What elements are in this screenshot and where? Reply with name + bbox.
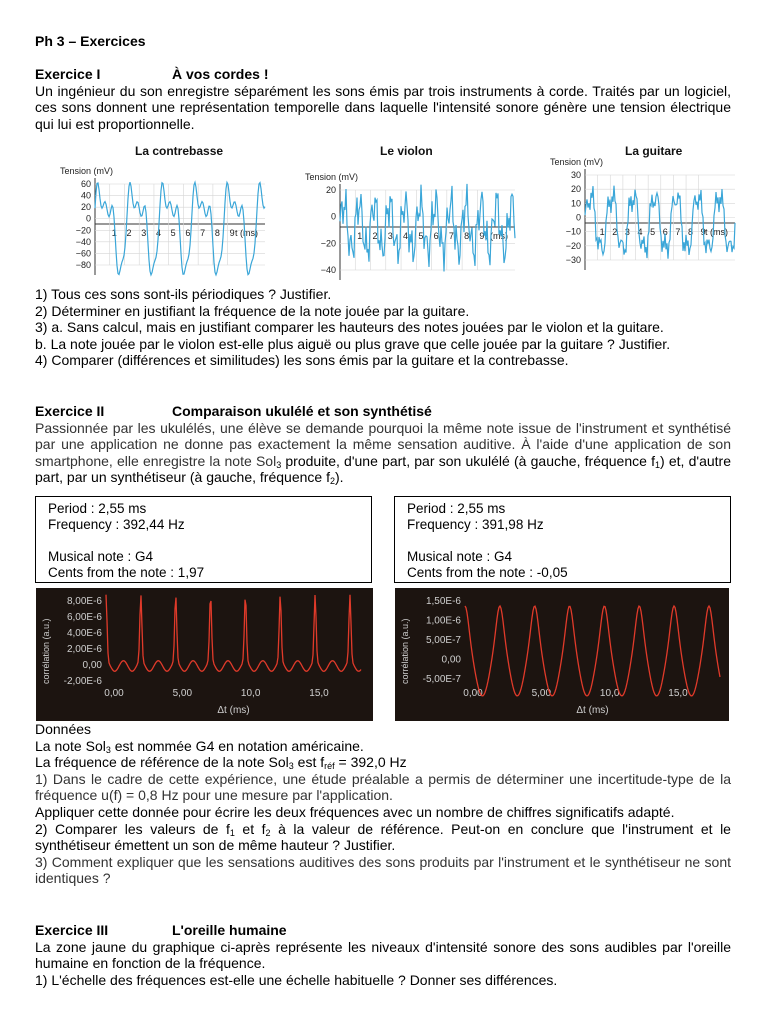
ex3-question-1: 1) L'échelle des fréquences est-elle une échelle habituelle ? Donner ses différences. (35, 971, 558, 988)
y-axis-label: corrélation (a.u.) (400, 618, 410, 684)
x-tick-label: 4 (403, 231, 409, 241)
x-tick-label: 10,0 (599, 688, 620, 699)
exercise-3-heading (35, 922, 731, 939)
donnee-2: La fréquence de référence de la note Sol$_3$ est $f_{réf} = 392,0$ Hz (35, 754, 407, 772)
exercise-3-intro: La zone jaune du graphique ci-après représente les niveaux d'intensité sonore des sons audibles par l'oreille humaine en fonction de la fréquence. (35, 938, 731, 972)
musical-note-value: Musical note : G4 (48, 549, 154, 564)
x-tick-label: 2 (126, 228, 132, 238)
x-tick-label: 2 (612, 227, 618, 237)
y-tick-label: 1,50E-6 (425, 596, 461, 607)
y-tick-label: -2,00E-6 (63, 676, 102, 687)
y-tick-label: −80 (75, 260, 91, 270)
x-tick-label: 6 (662, 227, 668, 237)
y-axis-label: corrélation (a.u.) (41, 618, 51, 684)
waveform-charts (55, 140, 755, 290)
x-tick-label: 0,00 (463, 688, 483, 699)
y-tick-label: 20 (80, 202, 91, 213)
waveform-chart (305, 144, 515, 280)
y-tick-label: 60 (80, 179, 91, 189)
y-tick-label: −20 (320, 238, 336, 249)
exercise-1-heading (35, 66, 731, 83)
x-axis-label: t (ms) (485, 231, 508, 241)
exercise-3 (35, 922, 731, 988)
exercise-2-intro: Passionnée par les ukulélés, une élève se demande pourquoi la même note issue de l'instrument et synthétisé par une application ne donne pas exactement la même sensation auditive. À l'aide d'une application de son smartphone, elle enregistre la note Sol$_3$ produite, d'une part, par son ukulélé (à gauche, fréquence $f_1$) et, d'autre part, par un synthétiseur (à gauche, fréquence $f_2$). (35, 419, 731, 487)
ex1-question-1: 1) Tous ces sons sont-ils périodiques ? Justifier. (35, 286, 332, 302)
correlation-trace (106, 595, 361, 672)
x-tick-label: 5,00 (172, 688, 193, 699)
x-tick-label: 4 (637, 227, 643, 237)
y-tick-label: 40 (80, 190, 91, 201)
page-title: Ph 3 – Exercices (35, 33, 146, 49)
chart-title: Le violon (380, 144, 433, 158)
ex2-question-3: 3) Comment expliquer que les sensations auditives des sons produits par l'instrument et le synthétiseur ne sont identiques ? (35, 853, 731, 887)
x-tick-label: 9 (700, 227, 706, 237)
y-tick-label: 8,00E-6 (66, 596, 102, 607)
y-tick-label: 20 (570, 184, 581, 195)
x-tick-label: 7 (200, 228, 206, 238)
correlation-trace (465, 606, 720, 696)
y-axis-label: Tension (mV) (305, 172, 359, 182)
exercise-2-heading (35, 403, 731, 420)
ex1-question-3a: 3) a. Sans calcul, mais en justifiant comparer les hauteurs des notes jouées par le violon et la guitare. (35, 319, 664, 336)
y-tick-label: 20 (325, 185, 336, 195)
x-tick-label: 3 (141, 228, 147, 238)
exercise-1-number: Exercice I (35, 66, 101, 82)
waveform-chart (550, 144, 735, 270)
frequency-value: Frequency : 392,44 Hz (48, 517, 185, 532)
chart-title: La contrebasse (135, 144, 224, 158)
ex2-question-1: 1) Dans le cadre de cette expérience, une étude préalable a permis de déterminer une incertitude-type de la fréquence u(f) = 0,8 Hz pour une mesure par l'application. (35, 770, 731, 804)
measurement-box-ukulele (35, 496, 372, 583)
y-tick-label: −20 (75, 225, 91, 236)
x-tick-label: 8 (214, 228, 220, 238)
exercise-2 (35, 403, 731, 486)
period-value: Period : 2,55 ms (48, 501, 147, 516)
x-tick-label: 1 (599, 227, 605, 237)
y-tick-label: 0,00 (441, 654, 461, 666)
x-tick-label: 15,0 (309, 688, 329, 699)
ex1-question-2: 2) Déterminer en justifiant la fréquence de la note jouée par la guitare. (35, 302, 470, 319)
y-tick-label: 6,00E-6 (66, 612, 102, 623)
x-axis-label: t (ms) (705, 227, 728, 237)
exercise-3-number: Exercice III (35, 922, 109, 938)
chart-title: La guitare (625, 144, 683, 158)
exercise-2-number: Exercice II (35, 403, 105, 419)
y-tick-label: −30 (565, 255, 581, 265)
x-axis-label: t (ms) (235, 228, 258, 238)
x-axis-label: Δt (ms) (576, 705, 609, 716)
exercise-2-data (35, 721, 731, 887)
y-axis-label: Tension (mV) (60, 166, 114, 176)
correlation-plot-ukulele (36, 588, 373, 721)
y-tick-label: -5,00E-7 (422, 674, 461, 685)
y-tick-label: −20 (565, 240, 581, 251)
x-axis-label: Δt (ms) (217, 705, 250, 716)
x-tick-label: 8 (688, 227, 694, 237)
correlation-plot-synth (395, 588, 729, 721)
y-tick-label: 0 (85, 213, 91, 224)
y-tick-label: −40 (320, 265, 336, 275)
y-tick-label: −10 (565, 226, 581, 237)
y-tick-label: 0 (330, 211, 336, 222)
donnee-1: La note Sol$_3$ est nommée G4 en notation américaine. (35, 737, 364, 755)
x-tick-label: 1 (111, 228, 117, 238)
exercise-3-title: L'oreille humaine (172, 922, 287, 938)
x-tick-label: 5 (650, 227, 656, 237)
measurement-box-synth (394, 496, 731, 583)
x-tick-label: 3 (624, 227, 630, 237)
y-tick-label: 5,00E-7 (425, 635, 461, 646)
y-tick-label: 2,00E-6 (66, 644, 102, 655)
y-tick-label: −60 (75, 248, 91, 259)
ex1-question-4: 4) Comparer (différences et similitudes) les sons émis par la guitare et la contrebasse. (35, 352, 569, 369)
cents-value: Cents from the note : 1,97 (48, 565, 205, 580)
x-tick-label: 10,0 (240, 688, 261, 699)
y-tick-label: 0 (575, 212, 581, 223)
period-value: Period : 2,55 ms (407, 501, 506, 516)
exercise-1 (35, 66, 731, 132)
waveform-trace (340, 184, 515, 272)
exercise-1-intro: Un ingénieur du son enregistre séparément les sons émis par trois instruments à corde. Traités par un logiciel, ces sons donnent une représentation temporelle dans laquelle l'intensité sonore génère une tension électrique qui lui est proportionnelle. (35, 82, 731, 132)
y-tick-label: 4,00E-6 (66, 628, 102, 639)
x-tick-label: 4 (155, 228, 161, 238)
x-tick-label: 9 (479, 231, 485, 241)
x-tick-label: 7 (448, 231, 454, 241)
x-tick-label: 6 (433, 231, 439, 241)
x-tick-label: 15,0 (668, 688, 688, 699)
x-tick-label: 2 (372, 231, 378, 241)
y-tick-label: −40 (75, 236, 91, 247)
x-tick-label: 0,00 (104, 688, 124, 699)
x-tick-label: 1 (357, 231, 363, 241)
ex2-question-2: 2) Comparer les valeurs de $f_1$ et $f_2$ à la valeur de référence. Peut-on en conclure que l'instrument et le synthétiseur émettent un son de même hauteur ? Justifier. (35, 820, 731, 854)
y-axis-label: Tension (mV) (550, 157, 604, 167)
y-tick-label: 0,00 (82, 660, 102, 671)
x-tick-label: 5 (170, 228, 176, 238)
cents-value: Cents from the note : -0,05 (407, 565, 568, 580)
donnees-label: Données (35, 721, 92, 737)
x-tick-label: 8 (464, 231, 470, 241)
waveform-chart (60, 144, 265, 275)
waveform-trace (585, 186, 735, 259)
x-tick-label: 5 (418, 231, 424, 241)
musical-note-value: Musical note : G4 (407, 549, 513, 564)
exercise-1-title: À vos cordes ! (172, 66, 269, 82)
y-tick-label: 10 (570, 198, 581, 209)
x-tick-label: 7 (675, 227, 681, 237)
y-tick-label: 30 (570, 170, 581, 180)
frequency-value: Frequency : 391,98 Hz (407, 517, 544, 532)
x-tick-label: 9 (229, 228, 235, 238)
ex2-question-1b: Appliquer cette donnée pour écrire les deux fréquences avec un nombre de chiffres significatifs adapté. (35, 803, 675, 820)
x-tick-label: 5,00 (531, 688, 552, 699)
x-tick-label: 6 (185, 228, 191, 238)
x-tick-label: 3 (387, 231, 393, 241)
exercise-2-title: Comparaison ukulélé et son synthétisé (172, 403, 432, 419)
y-tick-label: 1,00E-6 (425, 615, 461, 627)
exercise-1-questions (35, 286, 731, 369)
ex1-question-3b: b. La note jouée par le violon est-elle plus aiguë ou plus grave que celle jouée par la guitare ? Justifier. (35, 335, 671, 352)
